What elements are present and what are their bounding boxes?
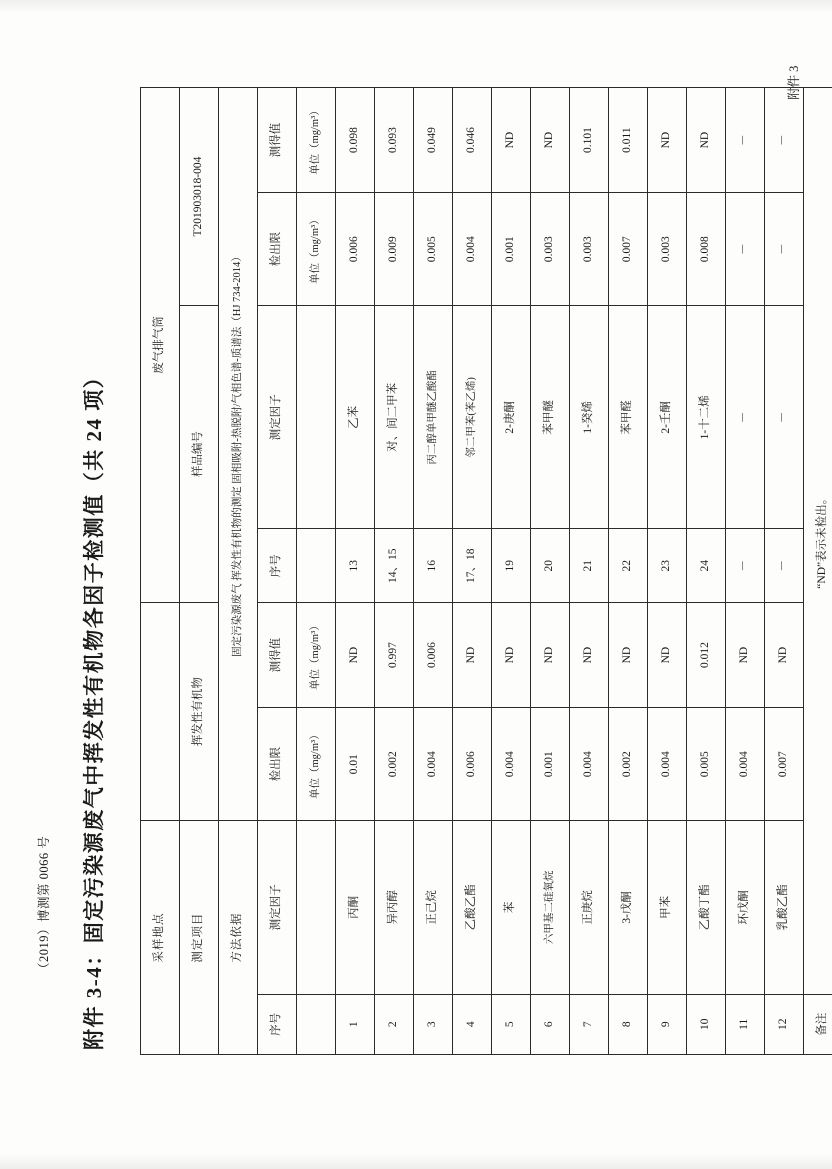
cell-factor: 正己烷 — [414, 821, 453, 994]
unit-limit-left: 单位（mg/m³） — [297, 708, 336, 821]
table-row-remark — [804, 88, 832, 1055]
cell-seq: 12 — [765, 994, 804, 1054]
cell-value: 0.101 — [570, 88, 609, 193]
cell-limit: 0.007 — [609, 193, 648, 306]
table-row — [336, 88, 375, 1055]
cell-value: ND — [531, 88, 570, 193]
remark-text: “ND”表示未检出。 — [804, 88, 832, 995]
cell-seq: 10 — [687, 994, 726, 1054]
report-table — [140, 87, 832, 1055]
header-value-right-text: 测得值 — [270, 122, 283, 158]
cell-factor: 乙酸丁酯 — [687, 821, 726, 994]
table-row — [531, 88, 570, 1055]
cell-limit: 0.006 — [336, 193, 375, 306]
cell-value: ND — [531, 603, 570, 708]
page-title: 附件 3-4：固定污染源废气中挥发性有机物各因子检测值（共 24 项） — [82, 365, 106, 1050]
cell-limit: 0.004 — [570, 708, 609, 821]
cell-seq: 21 — [570, 529, 609, 603]
sampling-site-value: 废气排气筒 — [141, 88, 180, 603]
cell-value: － — [726, 88, 765, 193]
cell-limit: 0.004 — [726, 708, 765, 821]
unit-limit-right: 单位（mg/m³） — [297, 193, 336, 306]
cell-factor: 对、间二甲苯 — [375, 306, 414, 529]
cell-value: 0.046 — [453, 88, 492, 193]
table-row — [648, 88, 687, 1055]
table-row-sampling-site — [141, 88, 180, 1055]
cell-limit: 0.009 — [375, 193, 414, 306]
table-row — [414, 88, 453, 1055]
scan-edge-bottom — [0, 1153, 832, 1169]
table-row — [375, 88, 414, 1055]
cell-limit: 0.003 — [531, 193, 570, 306]
cell-value: 0.997 — [375, 603, 414, 708]
cell-factor: 邻二甲苯(苯乙烯) — [453, 306, 492, 529]
cell-seq: 24 — [687, 529, 726, 603]
cell-limit: 0.001 — [492, 193, 531, 306]
sampling-site-label: 采样地点 — [141, 821, 180, 1055]
cell-limit: － — [726, 193, 765, 306]
cell-factor: 苯甲醚 — [531, 306, 570, 529]
cell-limit: 0.004 — [453, 193, 492, 306]
cell-value: ND — [492, 88, 531, 193]
cell-seq: 3 — [414, 994, 453, 1054]
cell-limit: 0.005 — [687, 708, 726, 821]
header-limit-right — [258, 193, 297, 306]
cell-seq: 23 — [648, 529, 687, 603]
cell-factor: 乙苯 — [336, 306, 375, 529]
cell-seq: 1 — [336, 994, 375, 1054]
method-basis-value: 固定污染源废气 挥发性有机物的测定 固相吸附-热脱附/气相色谱-质谱法（HJ 734-2014） — [219, 88, 258, 821]
cell-seq: 16 — [414, 529, 453, 603]
cell-factor: 乳酸乙酯 — [765, 821, 804, 994]
cell-value: 0.011 — [609, 88, 648, 193]
table-row-method-basis — [219, 88, 258, 1055]
cell-limit: 0.006 — [453, 708, 492, 821]
header-seq-left: 序号 — [258, 994, 297, 1054]
cell-value: 0.006 — [414, 603, 453, 708]
cell-seq: 17、18 — [453, 529, 492, 603]
cell-value: ND — [570, 603, 609, 708]
cell-seq: 4 — [453, 994, 492, 1054]
cell-limit: 0.004 — [414, 708, 453, 821]
header-limit-left — [258, 708, 297, 821]
cell-factor: 环戊酮 — [726, 821, 765, 994]
cell-factor: 正庚烷 — [570, 821, 609, 994]
cell-value: ND — [687, 88, 726, 193]
cell-factor: 丙酮 — [336, 821, 375, 994]
cell-seq: 20 — [531, 529, 570, 603]
cell-limit: 0.002 — [375, 708, 414, 821]
cell-value: － — [765, 88, 804, 193]
cell-limit: 0.003 — [648, 193, 687, 306]
header-value-left — [258, 603, 297, 708]
table-header-row — [258, 88, 297, 1055]
cell-limit: 0.01 — [336, 708, 375, 821]
cell-limit: 0.003 — [570, 193, 609, 306]
cell-limit: 0.001 — [531, 708, 570, 821]
table-row — [609, 88, 648, 1055]
cell-value: ND — [765, 603, 804, 708]
header-factor-left: 测定因子 — [258, 821, 297, 994]
sample-no-label: 样品编号 — [180, 306, 219, 603]
sampling-site-value-left — [141, 603, 180, 821]
cell-factor: 六甲基二硅氧烷 — [531, 821, 570, 994]
table-row — [453, 88, 492, 1055]
table-row — [765, 88, 804, 1055]
unit-value-right: 单位（mg/m³） — [297, 88, 336, 193]
cell-factor: 1-十二烯 — [687, 306, 726, 529]
cell-limit: － — [765, 193, 804, 306]
header-seq-right: 序号 — [258, 529, 297, 603]
header-value-left-text: 测得值 — [270, 637, 283, 673]
cell-factor: 异丙醇 — [375, 821, 414, 994]
cell-value: ND — [492, 603, 531, 708]
cell-factor: 2-庚酮 — [492, 306, 531, 529]
cell-limit: 0.005 — [414, 193, 453, 306]
header-value-right — [258, 88, 297, 193]
cell-factor: 丙二醇单甲醚乙酸酯 — [414, 306, 453, 529]
header-factor-right: 测定因子 — [258, 306, 297, 529]
cell-limit: 0.007 — [765, 708, 804, 821]
cell-factor: 乙酸乙酯 — [453, 821, 492, 994]
test-item-label: 测定项目 — [180, 821, 219, 1055]
cell-seq: 2 — [375, 994, 414, 1054]
unit-factor-right-empty — [297, 306, 336, 529]
cell-seq: 5 — [492, 994, 531, 1054]
table-row — [726, 88, 765, 1055]
cell-value: ND — [336, 603, 375, 708]
cell-value: ND — [609, 603, 648, 708]
unit-factor-left-empty — [297, 821, 336, 994]
table-row — [687, 88, 726, 1055]
cell-factor: － — [765, 306, 804, 529]
table-unit-row — [297, 88, 336, 1055]
cell-seq: 13 — [336, 529, 375, 603]
cell-value: ND — [648, 603, 687, 708]
cell-seq: 6 — [531, 994, 570, 1054]
cell-seq: 19 — [492, 529, 531, 603]
cell-value: ND — [648, 88, 687, 193]
cell-seq: 7 — [570, 994, 609, 1054]
cell-limit: 0.002 — [609, 708, 648, 821]
document-number: （2019）博测第 0066 号 — [37, 835, 51, 975]
cell-factor: － — [726, 306, 765, 529]
cell-factor: 苯 — [492, 821, 531, 994]
cell-seq: 8 — [609, 994, 648, 1054]
cell-seq: 9 — [648, 994, 687, 1054]
cell-factor: 1-癸烯 — [570, 306, 609, 529]
test-item-value: 挥发性有机物 — [180, 603, 219, 821]
cell-limit: 0.008 — [687, 193, 726, 306]
cell-factor: 苯甲醛 — [609, 306, 648, 529]
cell-factor: 2-壬酮 — [648, 306, 687, 529]
cell-seq: 11 — [726, 994, 765, 1054]
header-limit-right-text: 检出限 — [270, 231, 283, 267]
cell-value: 0.049 — [414, 88, 453, 193]
table-row-test-item — [180, 88, 219, 1055]
attachment-tag: 附件 3 — [787, 65, 801, 100]
cell-seq: － — [726, 529, 765, 603]
cell-limit: 0.004 — [492, 708, 531, 821]
remark-label: 备注 — [804, 994, 832, 1054]
scan-edge-top — [0, 0, 832, 14]
sample-no-value: T201903018-004 — [180, 88, 219, 306]
method-basis-label: 方法依据 — [219, 821, 258, 1055]
cell-limit: 0.004 — [648, 708, 687, 821]
cell-value: 0.012 — [687, 603, 726, 708]
unit-seq-right-empty — [297, 529, 336, 603]
cell-factor: 甲苯 — [648, 821, 687, 994]
cell-value: ND — [726, 603, 765, 708]
cell-seq: 22 — [609, 529, 648, 603]
unit-value-left: 单位（mg/m³） — [297, 603, 336, 708]
cell-value: ND — [453, 603, 492, 708]
cell-factor: 3-戊酮 — [609, 821, 648, 994]
table-row — [492, 88, 531, 1055]
cell-value: 0.093 — [375, 88, 414, 193]
header-limit-left-text: 检出限 — [270, 746, 283, 782]
cell-value: 0.098 — [336, 88, 375, 193]
table-row — [570, 88, 609, 1055]
cell-seq: 14、15 — [375, 529, 414, 603]
report-table-wrapper — [140, 87, 829, 1055]
unit-seq-left-empty — [297, 994, 336, 1054]
cell-seq: － — [765, 529, 804, 603]
